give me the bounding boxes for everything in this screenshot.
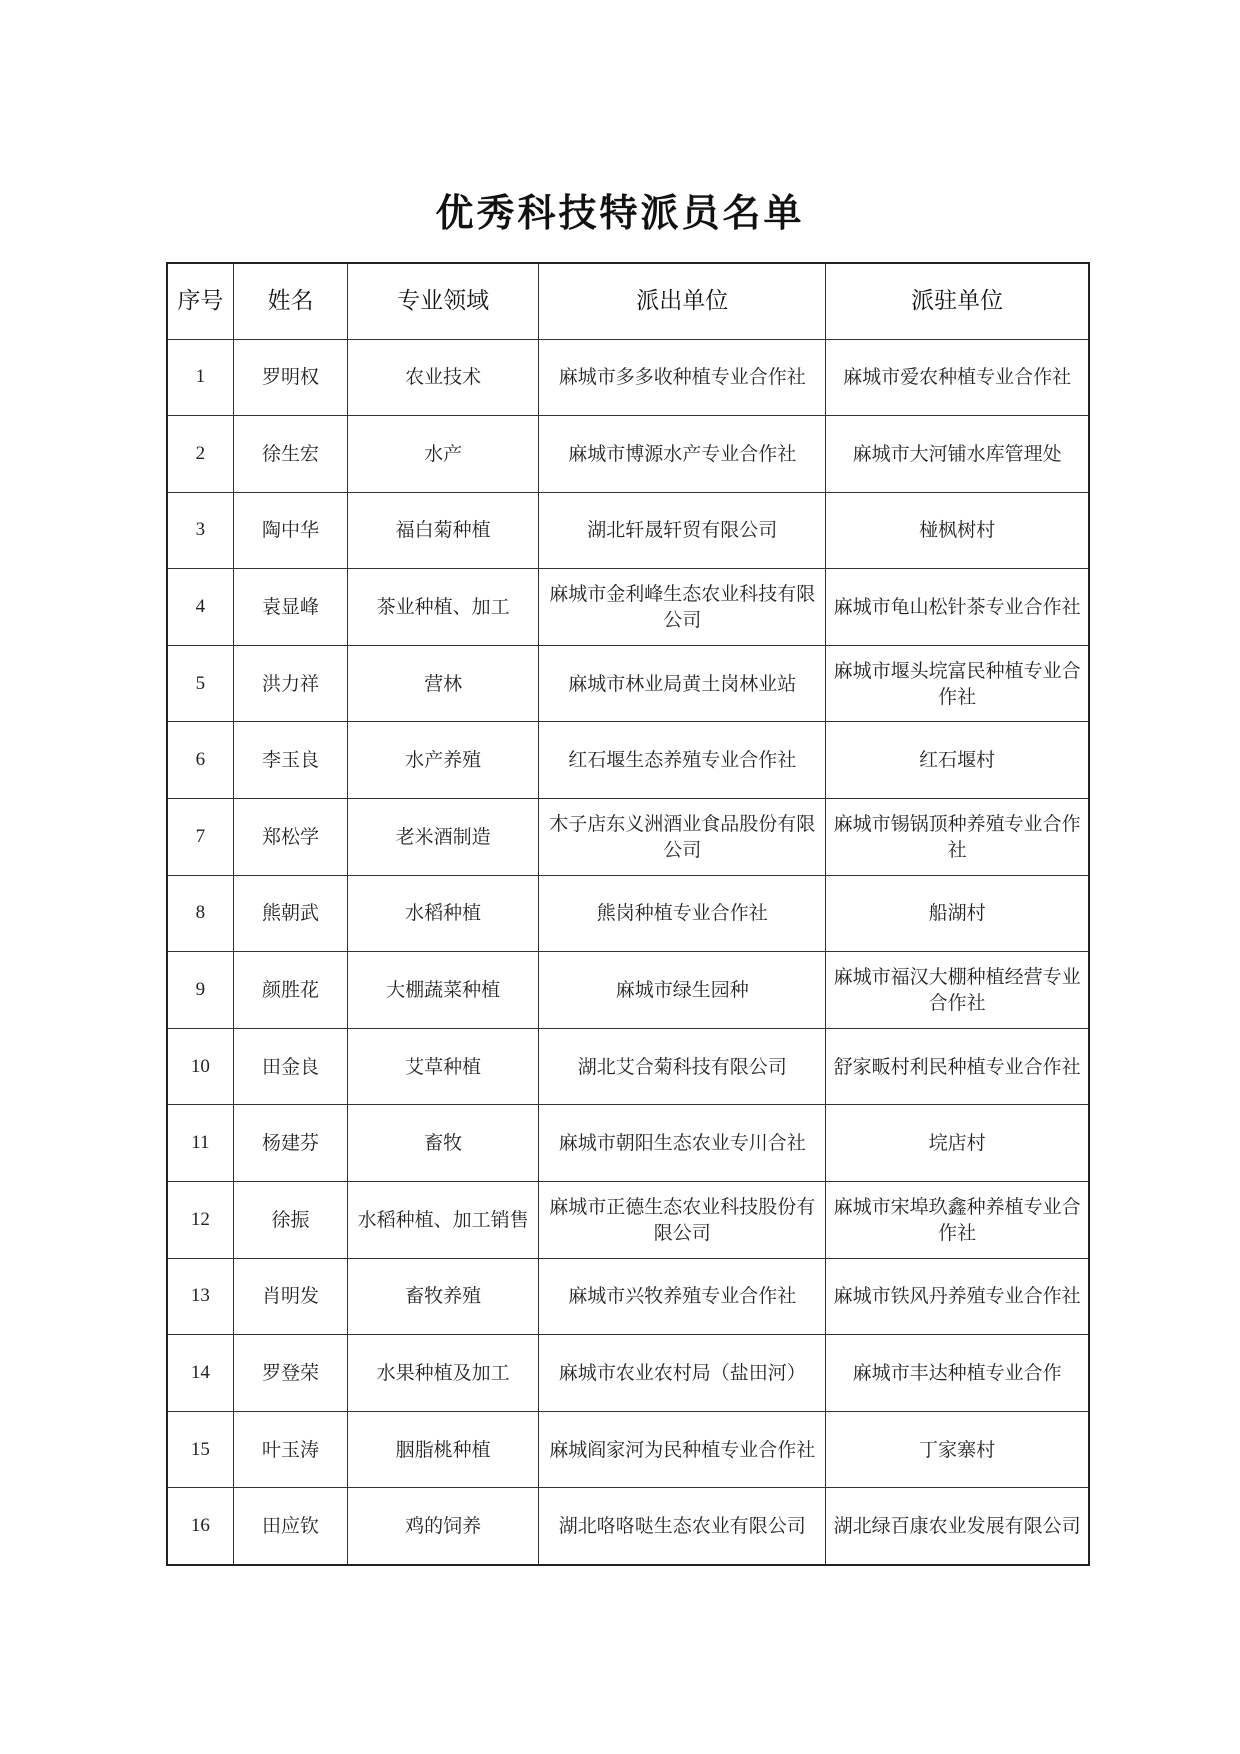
row-name: 叶玉涛: [233, 1411, 347, 1488]
row-index: 16: [167, 1488, 233, 1565]
row-index: 11: [167, 1105, 233, 1182]
table-row: [167, 952, 1089, 1029]
header-dispatching-unit: 派出单位: [539, 263, 826, 339]
row-host-unit: 垸店村: [826, 1105, 1089, 1182]
row-host-unit: 红石堰村: [826, 722, 1089, 799]
table-row: [167, 799, 1089, 876]
table-row: [167, 645, 1089, 722]
table-row: [167, 875, 1089, 952]
row-index: 8: [167, 875, 233, 952]
row-host-unit: 麻城市大河铺水库管理处: [826, 416, 1089, 493]
row-name: 肖明发: [233, 1258, 347, 1335]
row-dispatching-unit: 麻城市朝阳生态农业专川合社: [539, 1105, 826, 1182]
row-index: 13: [167, 1258, 233, 1335]
row-dispatching-unit: 麻城市绿生园种: [539, 952, 826, 1029]
row-index: 1: [167, 339, 233, 416]
row-index: 7: [167, 799, 233, 876]
row-host-unit: 麻城市铁风丹养殖专业合作社: [826, 1258, 1089, 1335]
table-row: [167, 492, 1089, 569]
row-host-unit: 椪枫树村: [826, 492, 1089, 569]
table-row: [167, 1028, 1089, 1105]
row-name: 田金良: [233, 1028, 347, 1105]
row-index: 10: [167, 1028, 233, 1105]
row-index: 9: [167, 952, 233, 1029]
row-dispatching-unit: 麻城市林业局黄土岗林业站: [539, 645, 826, 722]
row-name: 袁显峰: [233, 569, 347, 646]
table-row: [167, 1182, 1089, 1259]
row-host-unit: 麻城市锡锅顶种养殖专业合作社: [826, 799, 1089, 876]
row-name: 罗明权: [233, 339, 347, 416]
row-host-unit: 船湖村: [826, 875, 1089, 952]
row-field: 水稻种植: [348, 875, 539, 952]
row-name: 颜胜花: [233, 952, 347, 1029]
row-name: 徐振: [233, 1182, 347, 1259]
row-field: 农业技术: [348, 339, 539, 416]
row-dispatching-unit: 麻城市金利峰生态农业科技有限公司: [539, 569, 826, 646]
row-host-unit: 丁家寨村: [826, 1411, 1089, 1488]
header-field: 专业领域: [348, 263, 539, 339]
row-host-unit: 麻城市福汉大棚种植经营专业合作社: [826, 952, 1089, 1029]
row-host-unit: 麻城市堰头垸富民种植专业合作社: [826, 645, 1089, 722]
row-name: 熊朝武: [233, 875, 347, 952]
row-name: 陶中华: [233, 492, 347, 569]
table-row: [167, 1105, 1089, 1182]
row-dispatching-unit: 湖北艾合菊科技有限公司: [539, 1028, 826, 1105]
row-dispatching-unit: 麻城市多多收种植专业合作社: [539, 339, 826, 416]
row-dispatching-unit: 麻城市兴牧养殖专业合作社: [539, 1258, 826, 1335]
row-name: 洪力祥: [233, 645, 347, 722]
row-dispatching-unit: 麻城市正德生态农业科技股份有限公司: [539, 1182, 826, 1259]
table-row: [167, 1411, 1089, 1488]
header-index: 序号: [167, 263, 233, 339]
table-row: [167, 722, 1089, 799]
row-name: 杨建芬: [233, 1105, 347, 1182]
header-host-unit: 派驻单位: [826, 263, 1089, 339]
row-dispatching-unit: 木子店东义洲酒业食品股份有限公司: [539, 799, 826, 876]
row-index: 3: [167, 492, 233, 569]
roster-table: [166, 262, 1090, 1566]
table-row: [167, 569, 1089, 646]
row-field: 水产养殖: [348, 722, 539, 799]
table-row: [167, 1488, 1089, 1565]
row-index: 12: [167, 1182, 233, 1259]
row-index: 2: [167, 416, 233, 493]
row-host-unit: 舒家畈村利民种植专业合作社: [826, 1028, 1089, 1105]
row-field: 营林: [348, 645, 539, 722]
table-header-row: [167, 263, 1089, 339]
row-host-unit: 麻城市爱农种植专业合作社: [826, 339, 1089, 416]
row-index: 6: [167, 722, 233, 799]
row-dispatching-unit: 麻城阎家河为民种植专业合作社: [539, 1411, 826, 1488]
row-field: 鸡的饲养: [348, 1488, 539, 1565]
row-dispatching-unit: 湖北咯咯哒生态农业有限公司: [539, 1488, 826, 1565]
row-host-unit: 麻城市龟山松针茶专业合作社: [826, 569, 1089, 646]
row-index: 15: [167, 1411, 233, 1488]
row-field: 水果种植及加工: [348, 1335, 539, 1412]
row-field: 艾草种植: [348, 1028, 539, 1105]
page-title: 优秀科技特派员名单: [435, 191, 805, 235]
row-dispatching-unit: 熊岗种植专业合作社: [539, 875, 826, 952]
table-row: [167, 1258, 1089, 1335]
row-field: 老米酒制造: [348, 799, 539, 876]
row-dispatching-unit: 麻城市博源水产专业合作社: [539, 416, 826, 493]
row-name: 罗登荣: [233, 1335, 347, 1412]
row-dispatching-unit: 红石堰生态养殖专业合作社: [539, 722, 826, 799]
row-field: 茶业种植、加工: [348, 569, 539, 646]
row-index: 14: [167, 1335, 233, 1412]
row-dispatching-unit: 湖北轩晟轩贸有限公司: [539, 492, 826, 569]
table-row: [167, 339, 1089, 416]
row-name: 田应钦: [233, 1488, 347, 1565]
row-field: 胭脂桃种植: [348, 1411, 539, 1488]
table-row: [167, 416, 1089, 493]
row-dispatching-unit: 麻城市农业农村局（盐田河）: [539, 1335, 826, 1412]
row-field: 水产: [348, 416, 539, 493]
table-body: [167, 339, 1089, 1565]
row-field: 畜牧: [348, 1105, 539, 1182]
row-field: 大棚蔬菜种植: [348, 952, 539, 1029]
row-field: 福白菊种植: [348, 492, 539, 569]
row-host-unit: 麻城市丰达种植专业合作: [826, 1335, 1089, 1412]
table-row: [167, 1335, 1089, 1412]
row-name: 李玉良: [233, 722, 347, 799]
header-name: 姓名: [233, 263, 347, 339]
row-host-unit: 湖北绿百康农业发展有限公司: [826, 1488, 1089, 1565]
row-field: 畜牧养殖: [348, 1258, 539, 1335]
row-host-unit: 麻城市宋埠玖鑫种养植专业合作社: [826, 1182, 1089, 1259]
row-name: 郑松学: [233, 799, 347, 876]
row-name: 徐生宏: [233, 416, 347, 493]
row-index: 4: [167, 569, 233, 646]
row-field: 水稻种植、加工销售: [348, 1182, 539, 1259]
row-index: 5: [167, 645, 233, 722]
